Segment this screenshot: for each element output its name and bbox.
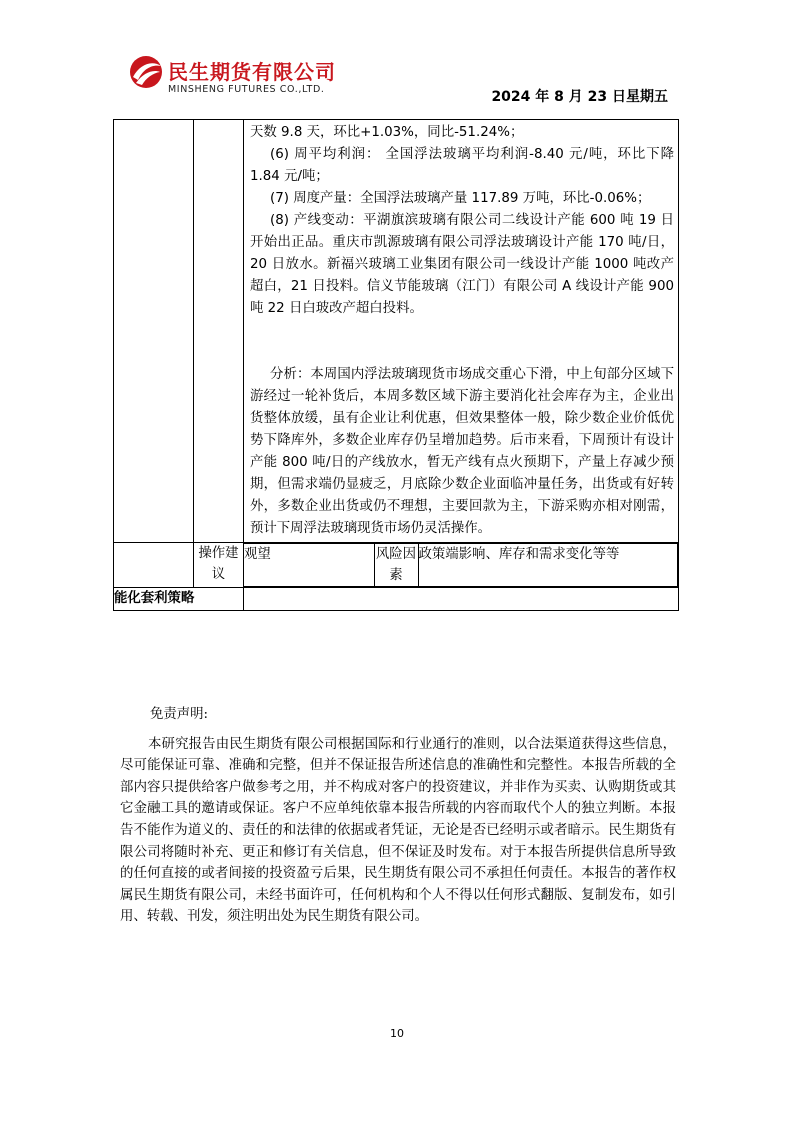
report-date: 2024 年 8 月 23 日星期五 [491,89,668,105]
content-paragraph: 天数 9.8 天，环比+1.03%，同比-51.24%； [250,125,524,140]
disclaimer-title: 免责声明: [150,707,209,722]
content-row [114,120,679,543]
page-number: 10 [390,1027,404,1040]
content-paragraph: (8) 产线变动：平湖旗滨玻璃有限公司二线设计产能 600 吨 19 日开始出正品。重庆市凯源玻璃有限公司浮法玻璃设计产能 170 吨/日，20 日放水。新福兴玻璃工业集团有限公司一线设计产能 1000 吨改产超白，21 日投料。信义节能玻璃（江门）有限公司 A 线设计产能 900 吨 22 日白玻改产超白投料。 [250,213,674,316]
strategy-label: 能化套利策略 [114,588,244,611]
company-name-cn: 民生期货有限公司 [168,60,336,84]
disclaimer-body: 本研究报告由民生期货有限公司根据国际和行业通行的准则，以合法渠道获得这些信息，尽可能保证可靠、准确和完整，但并不保证报告所述信息的准确性和完整性。本报告所载的全部内容只提供给客户做参考之用，并不构成对客户的投资建议，并非作为买卖、认购期货或其它金融工具的邀请或保证。客户不应单纯依靠本报告所载的内容而取代个人的独立判断。本报告不能作为道义的、责任的和法律的依据或者凭证，无论是否已经明示或者暗示。民生期货有限公司将随时补充、更正和修订有关信息，但不保证及时发布。对于本报告所提供信息所导致的任何直接的或者间接的投资盈亏后果，民生期货有限公司不承担任何责任。本报告的著作权属民生期货有限公司，未经书面许可，任何机构和个人不得以任何形式翻版、复制发布，如引用、转载、刊发，须注明出处为民生期货有限公司。 [120,736,676,925]
risk-label: 风险因素 [374,544,418,587]
category-cell [114,120,194,543]
page-header [0,0,794,110]
content-paragraph: (7) 周度产量：全国浮法玻璃产量 117.89 万吨，环比-0.06%； [270,191,651,206]
operation-label: 操作建议 [194,543,244,588]
company-name-en: MINSHENG FUTURES CO.,LTD. [168,84,325,95]
paragraph-spacer [250,320,674,364]
analysis-paragraph: 分析：本周国内浮法玻璃现货市场成交重心下滑，中上旬部分区域下游经过一轮补货后，本周多数区域下游主要消化社会库存为主，企业出货整体放缓，虽有企业让利优惠，但效果整体一般，除少数企业价低优势下降库外，多数企业库存仍呈增加趋势。后市来看，下周预计有设计产能 800 吨/日的产线放水，暂无产线有点火预期下，产量上存减少预期，但需求端仍显疲乏，月底除少数企业面临冲量任务，出货或有好转外，多数企业出货或仍不理想，主要回款为主，下游采购亦相对刚需，预计下周浮法玻璃现货市场仍灵活操作。 [250,367,674,536]
disclaimer [120,704,676,928]
subcategory-cell [194,120,244,543]
report-table [113,119,679,611]
content-paragraph: (6) 周平均利润： 全国浮法玻璃平均利润-8.40 元/吨，环比下降 1.84 元/吨； [250,147,674,184]
market-content-cell [244,120,679,543]
minsheng-logo-icon [128,54,164,90]
operation-risk-table [244,543,678,587]
category-cell [114,543,194,588]
strategy-row [114,588,679,611]
operation-risk-cell [244,543,679,588]
company-logo [128,54,368,102]
operation-row [114,543,679,588]
risk-value: 政策端影响、库存和需求变化等等 [418,544,678,587]
market-content [244,120,678,542]
strategy-value [244,588,679,611]
operation-value: 观望 [244,544,374,587]
